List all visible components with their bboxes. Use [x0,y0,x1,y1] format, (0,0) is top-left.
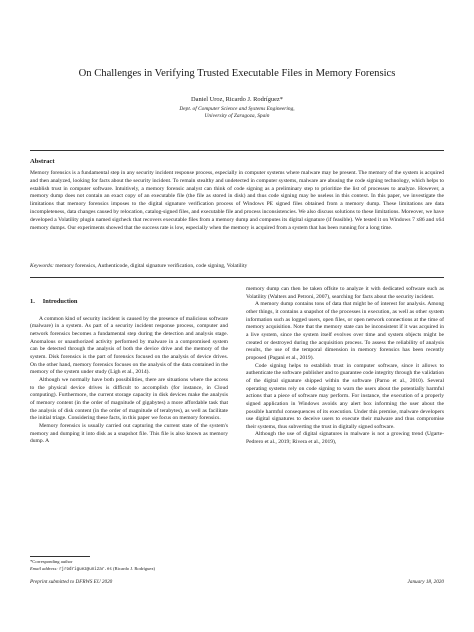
footnote-email: rjrodriguez@unizar.es [58,565,112,571]
footer-date: January 18, 2020 [407,579,444,585]
intro-paragraph-3-continued: memory dump can then be taken offsite to analyze it with dedicated software such as Volatility (Walters and Petroni, 2007), searching for facts about the security incident. [246,286,444,300]
intro-paragraph-3: Memory forensics is usually carried out capturing the current state of the system's memory and dumping it into disk as a snapshot file. This file is also known as memory dump. A [30,422,228,445]
footnote-email-owner: (Ricardo J. Rodríguez) [113,565,156,571]
footnote-rule [30,556,90,557]
affiliation-line-2: University of Zaragoza, Spain [204,113,270,120]
affiliation-line-1: Dept. of Computer Science and Systems Engineering, [179,106,295,112]
paper-title: On Challenges in Verifying Trusted Executable Files in Memory Forensics [78,68,396,79]
intro-paragraph-6: Although the use of digital signatures in malware is not a growing trend (Ugarte-Pedrero et al., 2019; Rivera et al., 2019), [246,431,444,446]
intro-paragraph-1: A common kind of security incident is caused by the presence of malicious software (malware) in a system. As part of a security incident response process, computer and network forensics becomes a fundamental step during the detection and analysis stage. Anomalous or unauthorized activity performed by malware in a compromised system can be detected through the analysis of both the device drive and the memory of the system. Disk forensics is the part of forensics focused on the analysis of device drives. On the other hand, memory forensics focuses on the analysis of the data contained in the memory of the system under study (Ligh et al., 2014). [30,315,228,376]
section-number: 1. [30,298,35,305]
paper-affiliation [20,106,454,120]
footer-preprint-note: Preprint submitted to DFRWS EU 2020 [30,579,113,585]
left-column [30,298,228,446]
keywords-line [30,263,444,269]
footnote-email-label: Email address: [30,565,58,571]
abstract-top-rule [30,150,444,151]
footnote-email-line [30,566,228,573]
keywords-text: memory forensics, Authenticode, digital signature verification, code signing, Volatility [55,263,248,269]
section-heading-introduction [30,298,228,306]
intro-paragraph-4: A memory dump contains tons of data that might be of interest for analysis. Among other things, it contains a snapshot of the processes in execution, as well as other system information such as logged users, open files, or open network connections at the time of memory acquisition. Note that the memory state can be inconsistent if it was acquired in a live system, since the system itself evolves over time and system objects might be created or destroyed during the acquisition process. To assess the reliability of analysis results, the use of the temporal dimension in memory forensics has been recently proposed (Pagani et al., 2019). [246,301,444,361]
intro-paragraph-5: Code signing helps to establish trust in computer software, since it allows to authenticate the software publisher and to guarantee code integrity through the validation of the digital signature shipped within the software (Parno et al., 2010). Several operating systems rely on code signing to warn the users about the potentially harmful actions that a piece of software may perform. For instance, the execution of a properly signed application in Windows avoids any alert box informing the user about the possible harmful consequences of its execution. Under this premise, malware developers use digital signatures to deceive users to execute their malware and thus compromise their systems, thus subverting the trust in digitally signed software. [246,362,444,430]
abstract-heading: Abstract [30,158,55,165]
right-column [246,286,444,447]
intro-paragraph-2: Although we normally have both possibilities, there are situations where the access to the physical device drives is difficult to accomplish (for instance, in Cloud computing). Furthermore, the current storage capacity in disk devices make the analysis of memory content (in the order of magnitude of gigabytes) a more affordable task that the analysis of disk content (in the order of magnitude of terabytes), as well as facilitate the initial triage. Considering these facts, in this paper we focus on memory forensics. [30,376,228,422]
keywords-label: Keywords: [30,263,54,269]
paper-authors: Daniel Uroz, Ricardo J. Rodríguez* [191,96,283,103]
footnote-corresponding: *Corresponding author [30,559,73,564]
abstract-bottom-rule [30,277,444,278]
abstract-text: Memory forensics is a fundamental step in any security incident response process, especially in computer systems where malware may be present. The memory of the system is acquired and then analyzed, looking for facts about the security incident. To remain stealthy and undetected in computer systems, malware are abusing the code signing technology, which helps to establish trust in computer software. Intuitively, a memory forensic analyst can think of code signing as a preliminary step to prioritize the list of processes to analyze. However, a memory dump does not contain an exact copy of an executable file (the file as stored in disk) and thus code signing may be useless in this context. In this paper, we investigate the limitations that memory forensics imposes to the digital signature verification process of Windows PE signed files obtained from a memory dump. These limitations are data incompleteness, data changes caused by relocation, catalog-signed files, and executable file and process inconsistencies. We also discuss solutions to these limitations. Moreover, we have developed a Volatility plugin named sigcheck that recovers executable files from a memory dump and computes its digital signature (if feasible). We tested it on Windows 7 x86 and x64 memory dumps. Our experiments showed that the success rate is low, especially when the memory is acquired from a system that has been running for a long time. [30,170,444,231]
section-title: Introduction [42,298,78,305]
footnote [30,559,228,572]
